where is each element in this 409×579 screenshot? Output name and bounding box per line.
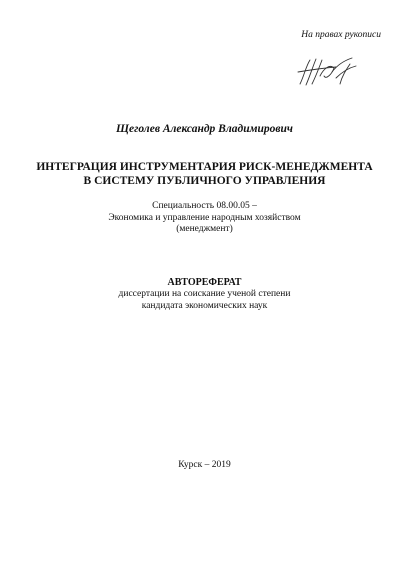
title-line-1: ИНТЕГРАЦИЯ ИНСТРУМЕНТАРИЯ РИСК-МЕНЕДЖМЕНТА — [36, 161, 373, 173]
abstract-line-1: диссертации на соискание ученой степени — [118, 289, 291, 299]
abstract-heading: АВТОРЕФЕРАТ — [167, 277, 242, 288]
abstract-description — [0, 289, 409, 312]
specialty-line-1: Специальность 08.00.05 – — [152, 201, 257, 211]
rights-note: На правах рукописи — [301, 30, 381, 40]
dissertation-title — [0, 160, 409, 188]
abstract-line-2: кандидата экономических наук — [141, 300, 268, 311]
specialty-line-3: (менеджмент) — [176, 224, 233, 234]
specialty-line-2: Экономика и управление народным хозяйством — [108, 212, 301, 223]
title-line-2: В СИСТЕМУ ПУБЛИЧНОГО УПРАВЛЕНИЯ — [83, 175, 326, 187]
author-name: Щеголев Александр Владимирович — [116, 123, 293, 135]
place-year: Курск – 2019 — [178, 460, 231, 470]
handwritten-signature — [296, 54, 360, 90]
specialty-block — [0, 201, 409, 236]
